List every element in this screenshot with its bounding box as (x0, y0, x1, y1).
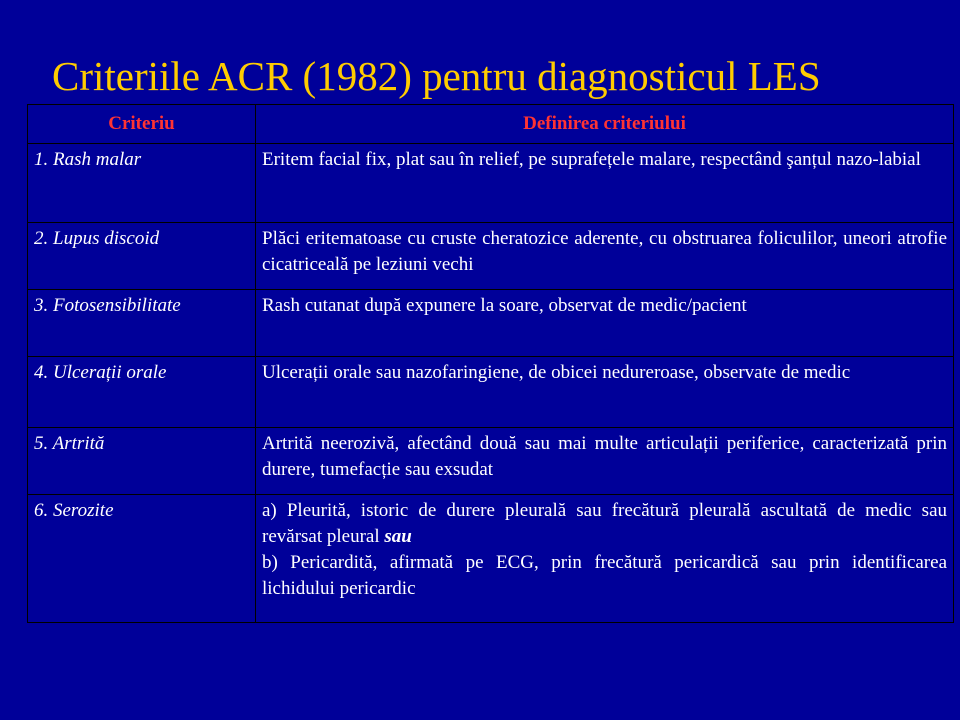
criteria-table (27, 104, 954, 623)
definition-part-a (262, 498, 947, 550)
criterion-cell: 5. Artrită (28, 428, 256, 495)
definition-part-b: b) Pericardită, afirmată pe ECG, prin frecătură pericardică sau prin identificarea lichidului pericardic (262, 552, 947, 599)
column-header-definition: Definirea criteriului (256, 105, 954, 144)
table-row (28, 290, 954, 357)
definition-part-a-emphasis: sau (384, 526, 412, 547)
column-header-criterion: Criteriu (28, 105, 256, 144)
definition-cell: Ulcerații orale sau nazofaringiene, de obicei nedureroase, observate de medic (256, 357, 954, 428)
criterion-cell: 1. Rash malar (28, 144, 256, 223)
criterion-cell: 2. Lupus discoid (28, 223, 256, 290)
slide-title: Criteriile ACR (1982) pentru diagnosticul LES (52, 53, 821, 99)
table-row (28, 495, 954, 623)
definition-cell: Artrită neerozivă, afectând două sau mai multe articulații periferice, caracterizată prin durere, tumefacție sau exsudat (256, 428, 954, 495)
definition-cell: Plăci eritematoase cu cruste cheratozice aderente, cu obstruarea foliculilor, uneori atrofie cicatriceală pe leziuni vechi (256, 223, 954, 290)
definition-cell (256, 495, 954, 623)
table-row (28, 428, 954, 495)
table-row (28, 144, 954, 223)
criterion-cell: 6. Serozite (28, 495, 256, 623)
criterion-cell: 3. Fotosensibilitate (28, 290, 256, 357)
table-row (28, 223, 954, 290)
table-row (28, 357, 954, 428)
table-header-row (28, 105, 954, 144)
definition-part-a-text: a) Pleurită, istoric de durere pleurală sau frecătură pleurală ascultată de medic sau revărsat pleural (262, 500, 947, 547)
definition-cell: Rash cutanat după expunere la soare, observat de medic/pacient (256, 290, 954, 357)
definition-cell: Eritem facial fix, plat sau în relief, pe suprafețele malare, respectând şanțul nazo-labial (256, 144, 954, 223)
criterion-cell: 4. Ulcerații orale (28, 357, 256, 428)
